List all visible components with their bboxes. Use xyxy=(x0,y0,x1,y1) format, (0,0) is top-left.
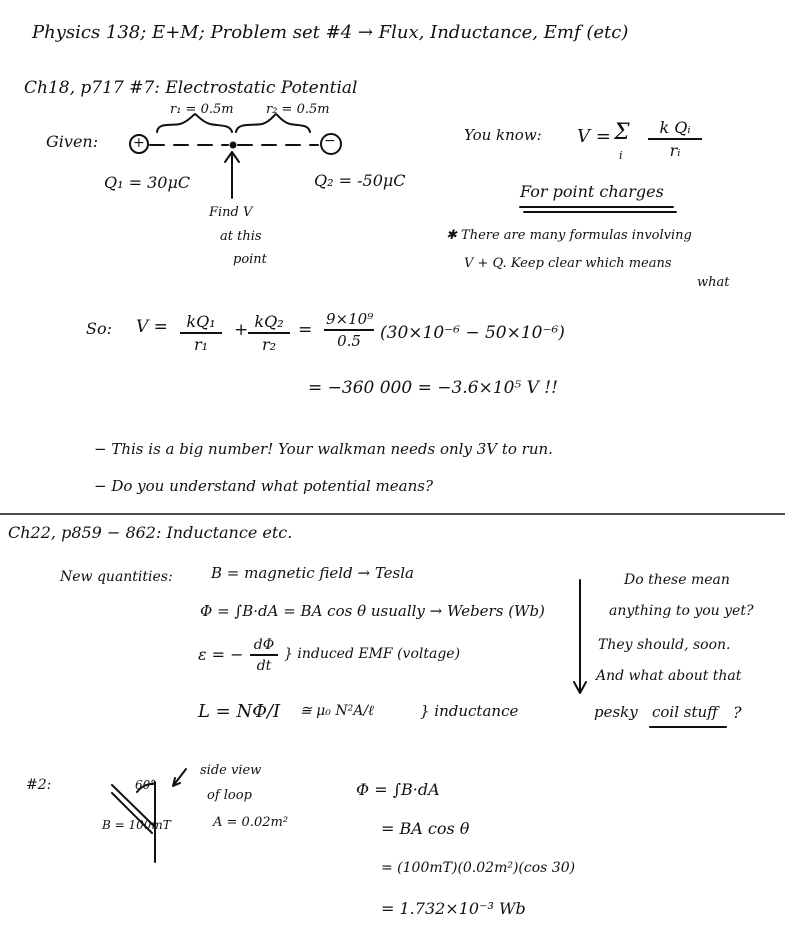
formula-numerator: k Qᵢ xyxy=(648,120,702,140)
term2-numerator: kQ₂ xyxy=(248,314,290,334)
note-line3: what xyxy=(697,275,730,290)
b-definition: B = magnetic field → Tesla xyxy=(211,564,414,582)
area-label: A = 0.02m² xyxy=(213,815,289,830)
side-note-line4: And what about that xyxy=(596,668,742,684)
loop-line-1 xyxy=(112,785,155,827)
equals-sign: = xyxy=(298,320,313,340)
page-title: Physics 138; E+M; Problem set #4 → Flux, Inductance, Emf (etc) xyxy=(32,22,629,43)
given-label: Given: xyxy=(46,132,99,151)
result-line: = −360 000 = −3.6×10⁵ V !! xyxy=(308,378,558,398)
field-point xyxy=(231,143,236,148)
term1-denominator: r₁ xyxy=(193,335,209,354)
angle-arc xyxy=(137,784,155,792)
side-note-question-mark: ? xyxy=(733,703,742,722)
side-note-line2: anything to you yet? xyxy=(609,603,754,619)
problem-2-label: #2: xyxy=(26,777,52,793)
flux-step-4: = 1.732×10⁻³ Wb xyxy=(381,899,526,918)
for-point-charges: For point charges xyxy=(520,182,664,201)
sum-index: i xyxy=(619,149,623,162)
sum-symbol: Σ xyxy=(614,120,630,145)
parenthesis-term: (30×10⁻⁶ − 50×10⁻⁶) xyxy=(380,323,565,343)
find-v-line3: point xyxy=(233,252,267,267)
so-label: So: xyxy=(86,319,112,338)
side-view-line2: of loop xyxy=(207,788,252,803)
side-view-line1: side view xyxy=(200,763,262,778)
minus-charge-circle xyxy=(321,134,341,154)
b-field-label: B = 100mT xyxy=(102,818,171,832)
find-v-arrow xyxy=(225,152,239,198)
remark-big-number: − This is a big number! Your walkman needs only 3V to run. xyxy=(94,440,553,458)
section-heading-electrostatic: Ch18, p717 #7: Electrostatic Potential xyxy=(24,78,358,98)
section-heading-inductance: Ch22, p859 − 862: Inductance etc. xyxy=(8,523,293,542)
emf-description: } induced EMF (voltage) xyxy=(284,646,461,662)
term3-numerator: 9×10⁹ xyxy=(324,312,374,331)
r2-brace xyxy=(236,114,310,132)
note-line2: V + Q. Keep clear which means xyxy=(464,256,672,271)
term3-denominator: 0.5 xyxy=(337,332,361,350)
remark-potential: − Do you understand what potential means? xyxy=(94,477,433,495)
find-v-line1: Find V xyxy=(209,205,253,220)
q2-label: Q₂ = -50μC xyxy=(314,171,406,190)
term2-denominator: r₂ xyxy=(261,335,277,354)
inductance-definition-right: ≅ μ₀ N²A/ℓ xyxy=(300,703,374,719)
flux-step-1: Φ = ∫B·dA xyxy=(356,780,440,799)
emf-numerator: dΦ xyxy=(250,638,278,656)
pesky-word: pesky xyxy=(594,703,638,721)
angle-label: 60° xyxy=(135,778,157,792)
new-quantities-label: New quantities: xyxy=(60,569,173,585)
note-line1: ✱ There are many formulas involving xyxy=(446,228,692,243)
plus-sign: + xyxy=(234,320,249,340)
r1-brace xyxy=(157,114,232,132)
formula-v-lhs: V = xyxy=(577,126,611,147)
emf-lhs: ε = − xyxy=(198,645,244,664)
r2-label: r₂ = 0.5m xyxy=(266,102,330,117)
find-v-line2: at this xyxy=(220,229,262,244)
q1-label: Q₁ = 30μC xyxy=(104,173,191,192)
point-charges-underline xyxy=(520,207,676,212)
side-note-line1: Do these mean xyxy=(624,572,730,588)
you-know-label: You know: xyxy=(464,126,542,144)
r1-label: r₁ = 0.5m xyxy=(170,102,234,117)
flux-step-3: = (100mT)(0.02m²)(cos 30) xyxy=(381,860,576,876)
formula-denominator: rᵢ xyxy=(669,141,681,160)
side-note-line3: They should, soon. xyxy=(598,637,731,653)
flux-step-2: = BA cos θ xyxy=(381,819,470,838)
emf-denominator: dt xyxy=(256,658,272,674)
loop-line-2 xyxy=(112,793,152,833)
inductance-definition-left: L = NΦ/I xyxy=(198,701,281,722)
side-view-arrow xyxy=(173,769,186,786)
v-equals: V = xyxy=(136,317,168,337)
plus-charge-circle xyxy=(130,135,148,153)
side-note-arrow xyxy=(574,580,586,693)
plus-charge-symbol: + xyxy=(133,135,145,151)
coil-stuff-underlined: coil stuff xyxy=(652,703,718,721)
term1-numerator: kQ₁ xyxy=(180,314,222,334)
phi-definition: Φ = ∫B·dA = BA cos θ usually → Webers (Wb) xyxy=(200,602,545,620)
inductance-label: } inductance xyxy=(420,702,519,720)
minus-charge-symbol: − xyxy=(324,133,336,149)
